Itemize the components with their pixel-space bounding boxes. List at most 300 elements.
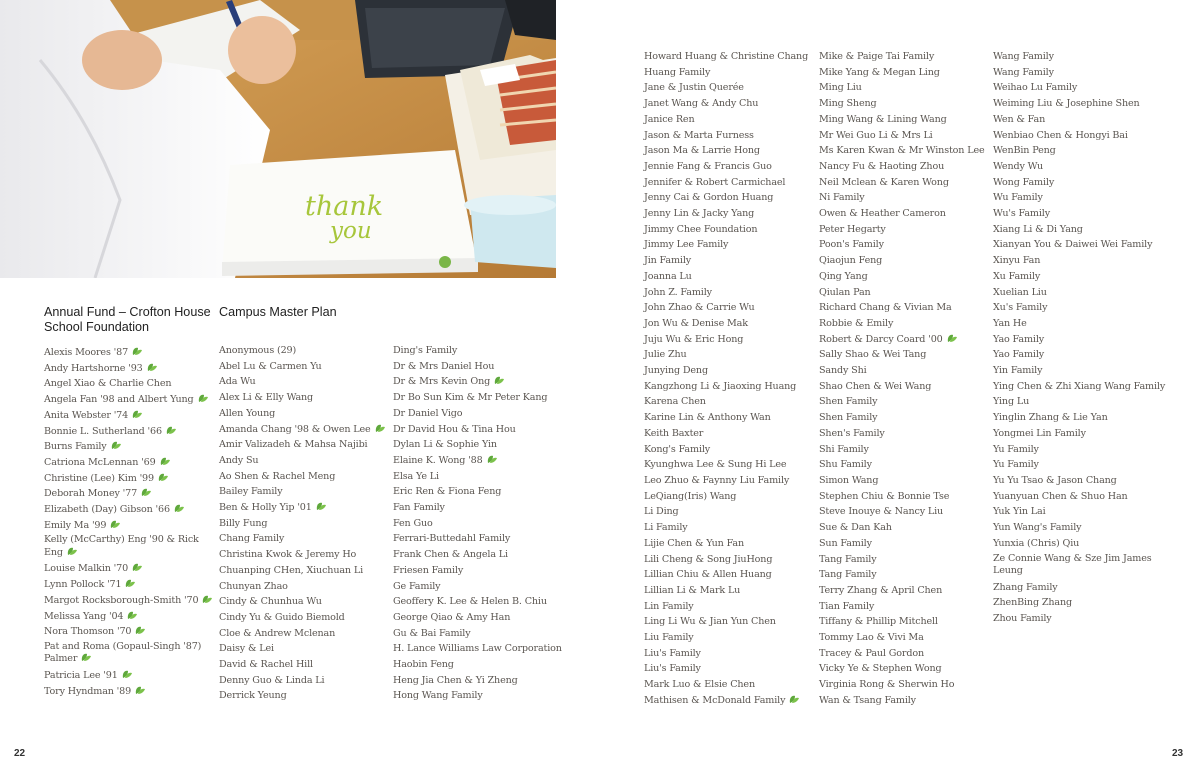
leaf-icon bbox=[125, 579, 135, 588]
leaf-icon bbox=[132, 410, 142, 419]
leaf-icon bbox=[81, 653, 91, 662]
donor-name-text: Xianyan You & Daiwei Wei Family bbox=[993, 239, 1153, 251]
donor-name bbox=[993, 65, 1165, 81]
donor-name bbox=[819, 143, 989, 159]
donor-name bbox=[44, 424, 214, 440]
donor-name bbox=[644, 128, 814, 144]
donor-name bbox=[644, 269, 814, 285]
donor-name bbox=[393, 563, 568, 579]
donor-name bbox=[993, 489, 1165, 505]
donor-name bbox=[819, 473, 989, 489]
donor-name-text: George Qiao & Amy Han bbox=[393, 611, 511, 623]
donor-name-text: Kangzhong Li & Jiaoxing Huang bbox=[644, 380, 797, 392]
donor-name-text: Abel Lu & Carmen Yu bbox=[219, 360, 322, 372]
annual-fund-donor-list bbox=[44, 345, 214, 699]
donor-name bbox=[644, 583, 814, 599]
donor-name bbox=[819, 269, 989, 285]
donor-name-text: Junying Deng bbox=[644, 365, 708, 377]
donor-name bbox=[644, 677, 814, 693]
donor-name-text: Yao Family bbox=[993, 333, 1045, 345]
donor-name-text: Liu's Family bbox=[644, 663, 701, 675]
donor-name bbox=[219, 641, 389, 657]
donor-name-text: LeQiang(Iris) Wang bbox=[644, 490, 737, 502]
donor-name bbox=[644, 300, 814, 316]
donor-name bbox=[219, 422, 389, 438]
donor-name bbox=[393, 673, 568, 689]
donor-name bbox=[644, 614, 814, 630]
donor-name bbox=[393, 594, 568, 610]
donor-name-text: Dr Bo Sun Kim & Mr Peter Kang bbox=[393, 392, 548, 404]
donor-name bbox=[993, 237, 1165, 253]
donor-name-text: Richard Chang & Vivian Ma bbox=[819, 302, 952, 314]
donor-name bbox=[219, 437, 389, 453]
donor-name bbox=[644, 363, 814, 379]
donor-name-text: Allen Young bbox=[219, 407, 276, 419]
donor-name-text: Ao Shen & Rachel Meng bbox=[219, 470, 336, 482]
donor-name-text: Yan He bbox=[993, 317, 1027, 329]
donor-name bbox=[819, 65, 989, 81]
donor-name bbox=[644, 536, 814, 552]
leaf-icon bbox=[158, 473, 168, 482]
leaf-icon bbox=[110, 520, 120, 529]
donor-name bbox=[644, 489, 814, 505]
donor-name bbox=[393, 374, 568, 390]
donor-name bbox=[644, 49, 814, 65]
donor-name bbox=[44, 609, 214, 625]
donor-name bbox=[819, 112, 989, 128]
donor-name bbox=[44, 684, 214, 700]
donor-name-text: Friesen Family bbox=[393, 564, 464, 576]
leaf-icon bbox=[147, 363, 157, 372]
donor-name bbox=[219, 516, 389, 532]
donor-name bbox=[993, 410, 1165, 426]
donor-name-text: Wong Family bbox=[993, 176, 1055, 188]
donor-name bbox=[819, 363, 989, 379]
donor-name-text: Ming Sheng bbox=[819, 98, 877, 110]
donor-name bbox=[993, 316, 1165, 332]
donor-name-text: Ying Lu bbox=[993, 396, 1030, 408]
donor-name-text: Xu Family bbox=[993, 270, 1041, 282]
donor-name bbox=[993, 128, 1165, 144]
donor-name-text: Nora Thomson '70 bbox=[44, 626, 132, 638]
donor-name bbox=[993, 190, 1165, 206]
donor-name-text: Mike Yang & Megan Ling bbox=[819, 66, 940, 78]
donor-name bbox=[644, 646, 814, 662]
donor-name bbox=[819, 222, 989, 238]
donor-name bbox=[644, 285, 814, 301]
donor-name bbox=[819, 300, 989, 316]
donor-name-text: Alex Li & Elly Wang bbox=[219, 392, 314, 404]
donor-name-text: Elsa Ye Li bbox=[393, 470, 439, 482]
donor-name-text: Gu & Bai Family bbox=[393, 627, 471, 639]
donor-name bbox=[644, 630, 814, 646]
donor-name-text: Ming Wang & Lining Wang bbox=[819, 113, 947, 125]
leaf-icon bbox=[198, 394, 208, 403]
donor-name-text: Pat and Roma (Gopaul-Singh '87) Palmer bbox=[44, 640, 202, 665]
donor-name-text: Yuanyuan Chen & Shuo Han bbox=[993, 490, 1128, 502]
donor-name-text: Cloe & Andrew Mclenan bbox=[219, 627, 336, 639]
donor-name-text: Shu Family bbox=[819, 459, 872, 471]
campus-donor-list-3 bbox=[644, 49, 814, 709]
leaf-icon bbox=[316, 502, 326, 511]
donor-name bbox=[644, 457, 814, 473]
donor-name-text: David & Rachel Hill bbox=[219, 659, 313, 671]
donor-name-text: Tang Family bbox=[819, 569, 877, 581]
donor-name bbox=[644, 332, 814, 348]
donor-name-text: Ada Wu bbox=[219, 376, 256, 388]
card-text-thank: thank bbox=[305, 191, 384, 222]
leaf-icon bbox=[122, 670, 132, 679]
donor-name-text: Wu Family bbox=[993, 192, 1043, 204]
donor-name bbox=[44, 361, 214, 377]
donor-name-text: Shen Family bbox=[819, 412, 878, 424]
donor-name-text: Sandy Shi bbox=[819, 365, 867, 377]
donor-name bbox=[819, 677, 989, 693]
donor-name-text: Karena Chen bbox=[644, 396, 706, 408]
donor-name bbox=[819, 332, 989, 348]
donor-name-text: Eric Ren & Fiona Feng bbox=[393, 486, 502, 498]
leaf-icon bbox=[132, 563, 142, 572]
donor-name bbox=[993, 520, 1165, 536]
donor-name bbox=[993, 363, 1165, 379]
donor-name bbox=[644, 347, 814, 363]
donor-name bbox=[219, 673, 389, 689]
donor-name bbox=[993, 595, 1165, 611]
donor-name-text: Tiffany & Phillip Mitchell bbox=[819, 616, 938, 628]
donor-name-text: Ben & Holly Yip '01 bbox=[219, 502, 312, 514]
donor-name-text: Ferrari-Buttedahl Family bbox=[393, 533, 511, 545]
donor-name bbox=[819, 159, 989, 175]
donor-name-text: Lillian Li & Mark Lu bbox=[644, 584, 741, 596]
donor-name bbox=[219, 688, 389, 704]
donor-name-text: Ms Karen Kwan & Mr Winston Lee bbox=[819, 145, 985, 157]
donor-name-text: Yongmei Lin Family bbox=[993, 427, 1086, 439]
donor-name-text: Tory Hyndman '89 bbox=[44, 685, 132, 697]
donor-name bbox=[993, 536, 1165, 552]
donor-name-text: Janet Wang & Andy Chu bbox=[644, 98, 759, 110]
donor-name bbox=[819, 442, 989, 458]
donor-name-text: Jimmy Chee Foundation bbox=[644, 223, 758, 235]
donor-name bbox=[819, 128, 989, 144]
donor-name-text: Andy Su bbox=[219, 454, 259, 466]
donor-name bbox=[819, 175, 989, 191]
donor-name bbox=[993, 580, 1165, 596]
donor-name-text: Xiang Li & Di Yang bbox=[993, 223, 1083, 235]
donor-name-text: Billy Fung bbox=[219, 517, 268, 529]
donor-name bbox=[219, 610, 389, 626]
donor-name bbox=[993, 457, 1165, 473]
donor-name-text: Lijie Chen & Yun Fan bbox=[644, 537, 745, 549]
donor-name-text: Haobin Feng bbox=[393, 659, 454, 671]
donor-name-text: Yin Family bbox=[993, 365, 1043, 377]
donor-name-text: Qiaojun Feng bbox=[819, 255, 883, 267]
leaf-icon bbox=[166, 426, 176, 435]
donor-name-text: Bonnie L. Sutherland '66 bbox=[44, 425, 162, 437]
donor-name-text: Yunxia (Chris) Qiu bbox=[993, 537, 1080, 549]
donor-name bbox=[993, 611, 1165, 627]
donor-name-text: Howard Huang & Christine Chang bbox=[644, 51, 809, 62]
leaf-icon bbox=[141, 488, 151, 497]
donor-name bbox=[393, 469, 568, 485]
donor-name bbox=[819, 253, 989, 269]
donor-name-text: Andy Hartshorne '93 bbox=[44, 362, 143, 374]
donor-name-text: Fen Guo bbox=[393, 517, 433, 529]
donor-name-text: Weiming Liu & Josephine Shen bbox=[993, 98, 1140, 110]
donor-name-text: Jin Family bbox=[644, 255, 692, 267]
donor-name-text: Janice Ren bbox=[644, 113, 695, 125]
donor-name-text: Lynn Pollock '71 bbox=[44, 579, 122, 591]
donor-name-text: Yao Family bbox=[993, 349, 1045, 361]
donor-name bbox=[644, 316, 814, 332]
donor-name bbox=[44, 668, 214, 684]
donor-name-text: Tracey & Paul Gordon bbox=[819, 647, 924, 659]
leaf-icon bbox=[174, 504, 184, 513]
leaf-icon bbox=[789, 695, 799, 704]
donor-name-text: Yu Family bbox=[993, 443, 1039, 455]
donor-name-text: Wang Family bbox=[993, 51, 1054, 62]
donor-name bbox=[644, 206, 814, 222]
donor-name bbox=[993, 269, 1165, 285]
donor-name bbox=[644, 190, 814, 206]
donor-name-text: Melissa Yang '04 bbox=[44, 610, 124, 622]
donor-name bbox=[44, 439, 214, 455]
donor-name bbox=[644, 379, 814, 395]
donor-name bbox=[44, 640, 214, 668]
donor-name bbox=[644, 426, 814, 442]
donor-name-text: Margot Rocksborough-Smith '70 bbox=[44, 594, 199, 606]
donor-name bbox=[219, 500, 389, 516]
donor-name bbox=[993, 379, 1165, 395]
donor-name bbox=[644, 442, 814, 458]
donor-name bbox=[44, 392, 214, 408]
donor-name-text: Cindy & Chunhua Wu bbox=[219, 596, 322, 608]
donor-name bbox=[393, 688, 568, 704]
page-number-right: 23 bbox=[1172, 748, 1184, 759]
donor-name bbox=[644, 222, 814, 238]
donor-name-text: Tommy Lao & Vivi Ma bbox=[819, 632, 924, 644]
donor-name-text: Ding's Family bbox=[393, 345, 458, 356]
donor-name-text: Kong's Family bbox=[644, 443, 711, 455]
donor-name bbox=[993, 49, 1165, 65]
donor-name bbox=[993, 96, 1165, 112]
donor-name-text: Yuk Yin Lai bbox=[993, 506, 1046, 518]
donor-name-text: Dr Daniel Vigo bbox=[393, 407, 463, 419]
donor-name-text: Neil Mclean & Karen Wong bbox=[819, 176, 949, 188]
donor-name bbox=[393, 422, 568, 438]
donor-name bbox=[644, 253, 814, 269]
donor-name bbox=[219, 594, 389, 610]
donor-name-text: Qing Yang bbox=[819, 270, 868, 282]
donor-name-text: Nancy Fu & Haoting Zhou bbox=[819, 160, 945, 172]
donor-name-text: Virginia Rong & Sherwin Ho bbox=[819, 679, 955, 691]
donor-name bbox=[644, 473, 814, 489]
donor-name-text: Chunyan Zhao bbox=[219, 580, 288, 592]
donor-name-text: Vicky Ye & Stephen Wong bbox=[819, 663, 942, 675]
donor-name-text: Jimmy Lee Family bbox=[644, 239, 729, 251]
donor-name bbox=[819, 190, 989, 206]
donor-name bbox=[393, 453, 568, 469]
donor-name bbox=[819, 426, 989, 442]
donor-name-text: Tang Family bbox=[819, 553, 877, 565]
donor-name-text: Weihao Lu Family bbox=[993, 82, 1078, 94]
donor-name bbox=[993, 426, 1165, 442]
donor-name bbox=[644, 504, 814, 520]
donor-name-text: Deborah Money '77 bbox=[44, 488, 138, 500]
donor-name-text: Joanna Lu bbox=[644, 270, 692, 282]
donor-name bbox=[44, 561, 214, 577]
leaf-icon bbox=[135, 626, 145, 635]
donor-name bbox=[44, 502, 214, 518]
donor-name bbox=[644, 96, 814, 112]
donor-name bbox=[393, 547, 568, 563]
donor-name-text: Julie Zhu bbox=[644, 349, 687, 361]
donor-name bbox=[993, 442, 1165, 458]
donor-name-text: Dr & Mrs Daniel Hou bbox=[393, 360, 495, 372]
donor-name bbox=[393, 359, 568, 375]
donor-name bbox=[393, 579, 568, 595]
donor-name bbox=[44, 345, 214, 361]
donor-name-text: Dr David Hou & Tina Hou bbox=[393, 423, 516, 435]
donor-name bbox=[393, 626, 568, 642]
hero-photo bbox=[0, 0, 556, 278]
donor-name-text: Wu's Family bbox=[993, 208, 1050, 220]
donor-name-text: John Z. Family bbox=[644, 286, 712, 298]
donor-name bbox=[219, 547, 389, 563]
donor-name bbox=[819, 379, 989, 395]
leaf-icon bbox=[135, 686, 145, 695]
donor-name bbox=[219, 531, 389, 547]
donor-name-text: Fan Family bbox=[393, 502, 445, 514]
donor-name-text: Xu's Family bbox=[993, 302, 1048, 314]
donor-name-text: Anonymous (29) bbox=[219, 345, 297, 356]
donor-name-text: Robert & Darcy Coard '00 bbox=[819, 333, 943, 345]
donor-name bbox=[219, 406, 389, 422]
donor-name-text: Angel Xiao & Charlie Chen bbox=[44, 378, 172, 390]
donor-name-text: Chang Family bbox=[219, 533, 285, 545]
donor-name-text: ZhenBing Zhang bbox=[993, 597, 1072, 609]
donor-name-text: Denny Guo & Linda Li bbox=[219, 674, 325, 686]
donor-name-text: Chuanping CHen, Xiuchuan Li bbox=[219, 564, 363, 576]
leaf-icon bbox=[127, 611, 137, 620]
donor-name bbox=[993, 394, 1165, 410]
donor-name bbox=[819, 80, 989, 96]
donor-name-text: Frank Chen & Angela Li bbox=[393, 549, 508, 561]
donor-name-text: Emily Ma '99 bbox=[44, 519, 107, 531]
donor-name-text: Kyunghwa Lee & Sung Hi Lee bbox=[644, 459, 787, 471]
donor-name bbox=[819, 567, 989, 583]
leaf-icon bbox=[375, 424, 385, 433]
donor-name bbox=[44, 533, 214, 561]
donor-name bbox=[44, 455, 214, 471]
donor-name bbox=[644, 661, 814, 677]
donor-name-text: Yinglin Zhang & Lie Yan bbox=[993, 412, 1108, 424]
donor-name-text: Mr Wei Guo Li & Mrs Li bbox=[819, 129, 933, 141]
campus-donor-list-1 bbox=[219, 343, 389, 704]
donor-name-text: Dylan Li & Sophie Yin bbox=[393, 439, 497, 451]
donor-name bbox=[219, 579, 389, 595]
donor-name-text: Robbie & Emily bbox=[819, 317, 894, 329]
donor-name-text: Shen Family bbox=[819, 396, 878, 408]
donor-name bbox=[219, 359, 389, 375]
donor-name bbox=[44, 624, 214, 640]
donor-name-text: Liu's Family bbox=[644, 647, 701, 659]
donor-name-text: Lili Cheng & Song JiuHong bbox=[644, 553, 773, 565]
donor-name-text: Sun Family bbox=[819, 537, 872, 549]
donor-name-text: Yu Family bbox=[993, 459, 1039, 471]
donor-name-text: Jennie Fang & Francis Guo bbox=[644, 160, 772, 172]
donor-name-text: Keith Baxter bbox=[644, 427, 704, 439]
donor-name-text: Qiulan Pan bbox=[819, 286, 871, 298]
leaf-icon bbox=[947, 334, 957, 343]
donor-name bbox=[819, 489, 989, 505]
donor-name bbox=[993, 222, 1165, 238]
donor-name-text: Juju Wu & Eric Hong bbox=[644, 333, 744, 345]
leaf-icon bbox=[494, 376, 504, 385]
donor-name bbox=[819, 536, 989, 552]
donor-name-text: Ying Chen & Zhi Xiang Wang Family bbox=[993, 380, 1166, 392]
donor-name-text: Elaine K. Wong '88 bbox=[393, 454, 483, 466]
donor-name-text: Daisy & Lei bbox=[219, 643, 274, 655]
donor-name-text: Christine (Lee) Kim '99 bbox=[44, 472, 154, 484]
donor-name-text: Catriona McLennan '69 bbox=[44, 456, 156, 468]
donor-name-text: Terry Zhang & April Chen bbox=[819, 584, 943, 596]
donor-name-text: Jason & Marta Furness bbox=[644, 129, 754, 141]
donor-name-text: Christina Kwok & Jeremy Ho bbox=[219, 549, 357, 561]
donor-name-text: Shen's Family bbox=[819, 427, 885, 439]
donor-name bbox=[819, 599, 989, 615]
donor-name-text: Ze Connie Wang & Sze Jim James Leung bbox=[993, 552, 1152, 576]
donor-name-text: John Zhao & Carrie Wu bbox=[644, 302, 755, 314]
donor-name bbox=[44, 593, 214, 609]
donor-name bbox=[219, 484, 389, 500]
thank-you-card-photo bbox=[0, 0, 556, 278]
donor-name bbox=[819, 206, 989, 222]
donor-name-text: Ge Family bbox=[393, 580, 441, 592]
donor-name-text: Li Family bbox=[644, 522, 688, 534]
donor-name-text: Peter Hegarty bbox=[819, 223, 886, 235]
donor-name-text: Anita Webster '74 bbox=[44, 409, 129, 421]
donor-name bbox=[44, 518, 214, 534]
donor-name bbox=[644, 159, 814, 175]
donor-name bbox=[219, 657, 389, 673]
donor-name-text: Amanda Chang '98 & Owen Lee bbox=[219, 423, 371, 435]
donor-name bbox=[819, 552, 989, 568]
donor-name-text: Xinyu Fan bbox=[993, 255, 1041, 267]
donor-name bbox=[644, 112, 814, 128]
donor-name bbox=[819, 457, 989, 473]
donor-name bbox=[819, 646, 989, 662]
donor-name bbox=[993, 332, 1165, 348]
campus-donor-list-4 bbox=[819, 49, 989, 709]
donor-name-text: Angela Fan '98 and Albert Yung bbox=[44, 394, 194, 406]
donor-name bbox=[44, 471, 214, 487]
donor-name-text: Xuelian Liu bbox=[993, 286, 1047, 298]
leaf-icon bbox=[202, 595, 212, 604]
donor-name-text: Burns Family bbox=[44, 441, 107, 453]
donor-name bbox=[219, 453, 389, 469]
donor-name-text: WenBin Peng bbox=[993, 145, 1056, 157]
campus-donor-list-2 bbox=[393, 343, 568, 704]
donor-name bbox=[819, 410, 989, 426]
donor-name-text: Mark Luo & Elsie Chen bbox=[644, 679, 755, 691]
donor-name-text: Alexis Moores '87 bbox=[44, 347, 129, 358]
donor-name-text: Wang Family bbox=[993, 66, 1054, 78]
donor-name bbox=[219, 563, 389, 579]
campus-donor-list-5 bbox=[993, 49, 1165, 627]
donor-name-text: Jon Wu & Denise Mak bbox=[644, 317, 748, 329]
donor-name-text: Leo Zhuo & Faynny Liu Family bbox=[644, 474, 790, 486]
donor-name-text: Hong Wang Family bbox=[393, 690, 483, 702]
